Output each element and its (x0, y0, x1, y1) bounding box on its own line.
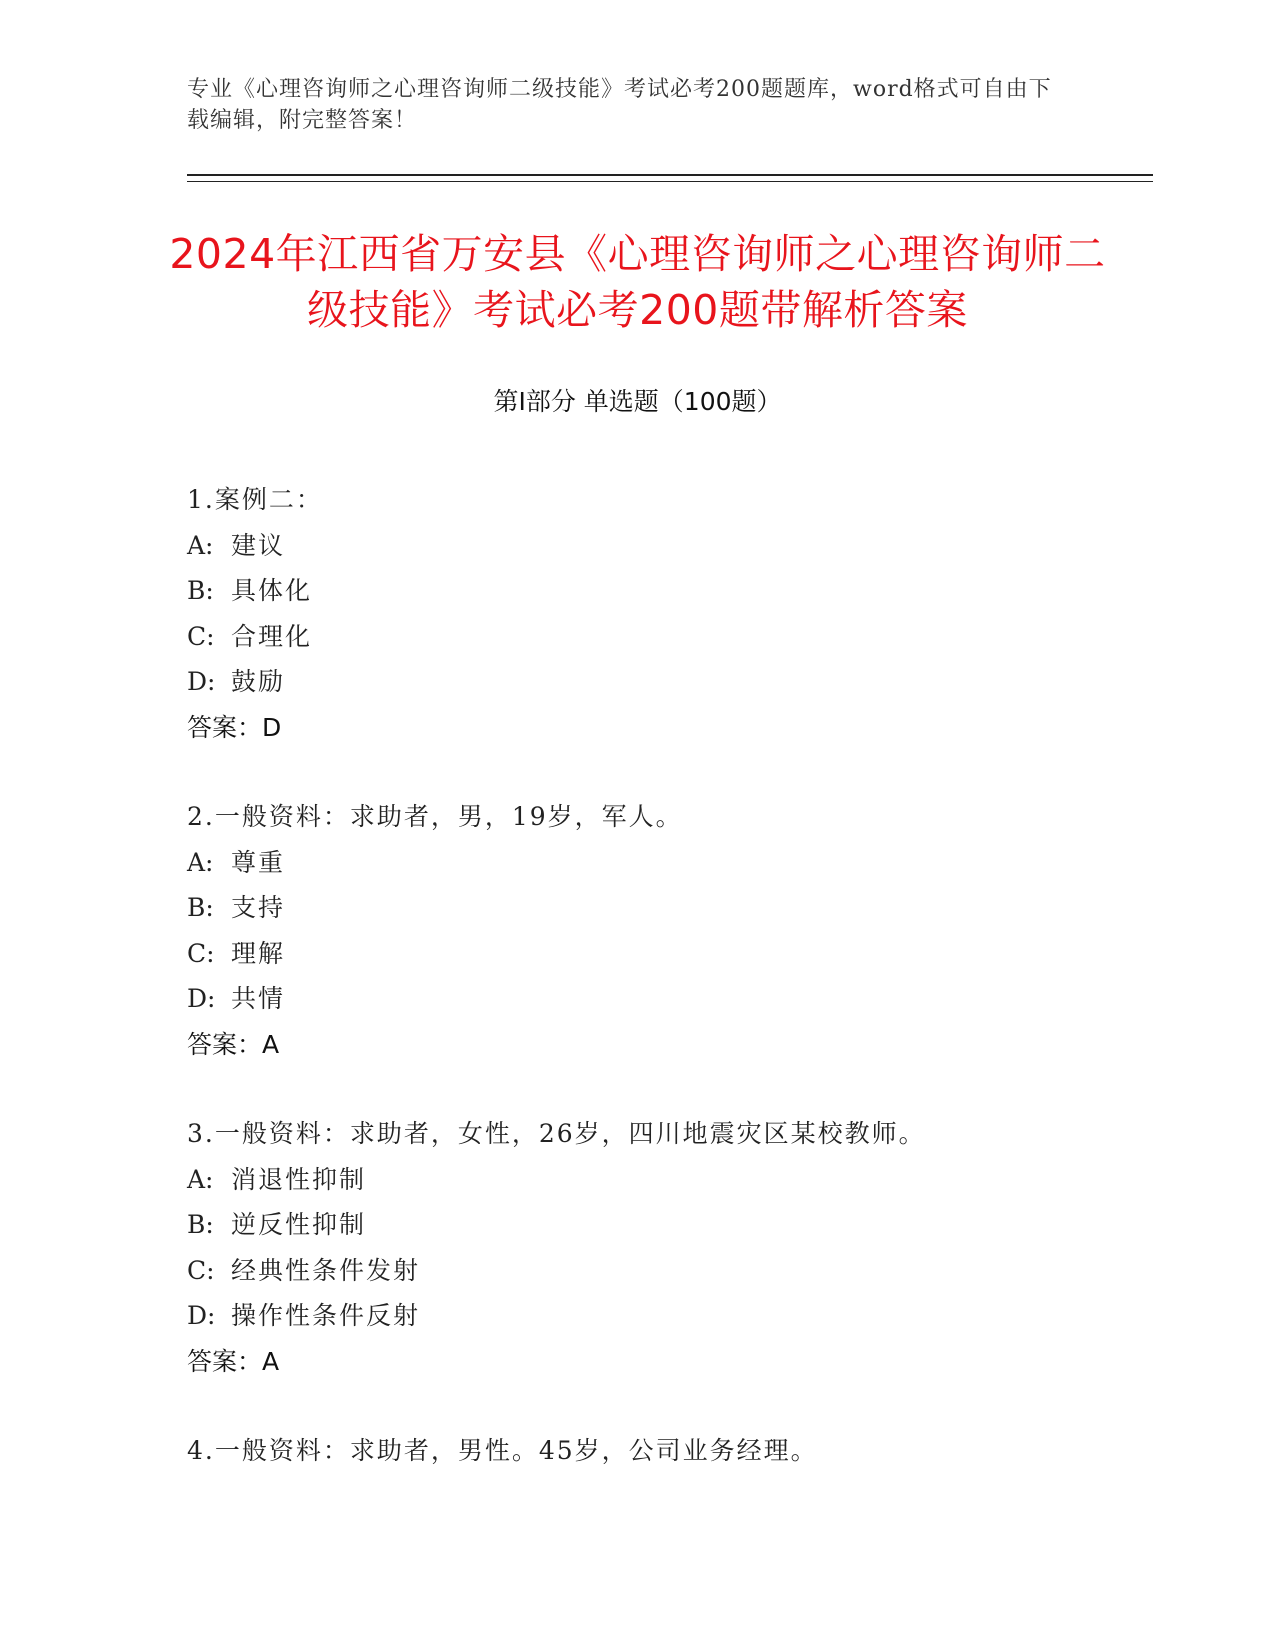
section-heading: 第Ⅰ部分 单选题（100题） (493, 387, 782, 416)
header-note: 专业《心理咨询师之心理咨询师二级技能》考试必考200题题库，word格式可自由下载编辑，附完整答案！ (187, 77, 1052, 133)
option-b (187, 568, 1153, 614)
question-number: 2. (187, 802, 215, 831)
option-text: 逆反性抑制 (231, 1210, 367, 1239)
option-text: 鼓励 (231, 667, 286, 696)
question-text: 一般资料：求助者，男，19岁，军人。 (214, 802, 683, 831)
option-text: 尊重 (231, 847, 286, 877)
option-d (187, 659, 1153, 705)
option-b (187, 1202, 1153, 1248)
answer-line: 答案：A (187, 1346, 280, 1376)
question-number: 1. (187, 485, 215, 514)
question-stem (187, 794, 1153, 840)
option-d (187, 976, 1153, 1022)
option-text: 合理化 (231, 621, 313, 651)
option-text: 共情 (231, 984, 286, 1013)
question-text: 一般资料：求助者，女性，26岁，四川地震灾区某校教师。 (214, 1119, 926, 1148)
option-letter: C: (187, 621, 215, 651)
option-letter: C: (187, 1255, 215, 1285)
option-a (187, 840, 1153, 886)
question-stem (187, 477, 1153, 523)
option-text: 经典性条件发射 (231, 1255, 421, 1285)
option-letter: C: (187, 938, 215, 968)
question-1 (187, 477, 1153, 750)
answer-line: 答案：A (187, 1029, 280, 1059)
option-a (187, 1157, 1153, 1203)
option-c (187, 931, 1153, 977)
option-text: 具体化 (231, 576, 313, 605)
question-2 (187, 794, 1153, 1067)
option-letter: B: (187, 893, 214, 922)
option-letter: D: (187, 984, 216, 1013)
header-divider-thin (187, 181, 1153, 182)
option-text: 建议 (231, 530, 286, 560)
option-a (187, 523, 1153, 569)
question-number: 4. (187, 1436, 215, 1465)
document-title: 2024年江西省万安县《心理咨询师之心理咨询师二级技能》考试必考200题带解析答案 (169, 230, 1106, 334)
option-text: 支持 (231, 893, 286, 922)
option-letter: D: (187, 1301, 216, 1330)
option-letter: D: (187, 667, 216, 696)
option-letter: A: (187, 1164, 214, 1194)
option-letter: A: (187, 847, 214, 877)
option-b (187, 885, 1153, 931)
header-divider-thick (187, 174, 1153, 176)
option-text: 消退性抑制 (231, 1164, 367, 1194)
question-4 (187, 1428, 1153, 1474)
question-stem (187, 1111, 1153, 1157)
option-letter: B: (187, 1210, 214, 1239)
option-letter: B: (187, 576, 214, 605)
option-d (187, 1293, 1153, 1339)
option-letter: A: (187, 530, 214, 560)
question-3 (187, 1111, 1153, 1384)
answer-line: 答案：D (187, 712, 282, 742)
question-number: 3. (187, 1119, 215, 1148)
option-c (187, 614, 1153, 660)
option-c (187, 1248, 1153, 1294)
option-text: 理解 (231, 938, 286, 968)
question-list (187, 477, 1153, 1474)
question-text: 案例二： (214, 485, 323, 514)
option-text: 操作性条件反射 (231, 1301, 421, 1330)
question-text: 一般资料：求助者，男性。45岁，公司业务经理。 (214, 1436, 818, 1465)
question-stem (187, 1428, 1153, 1474)
